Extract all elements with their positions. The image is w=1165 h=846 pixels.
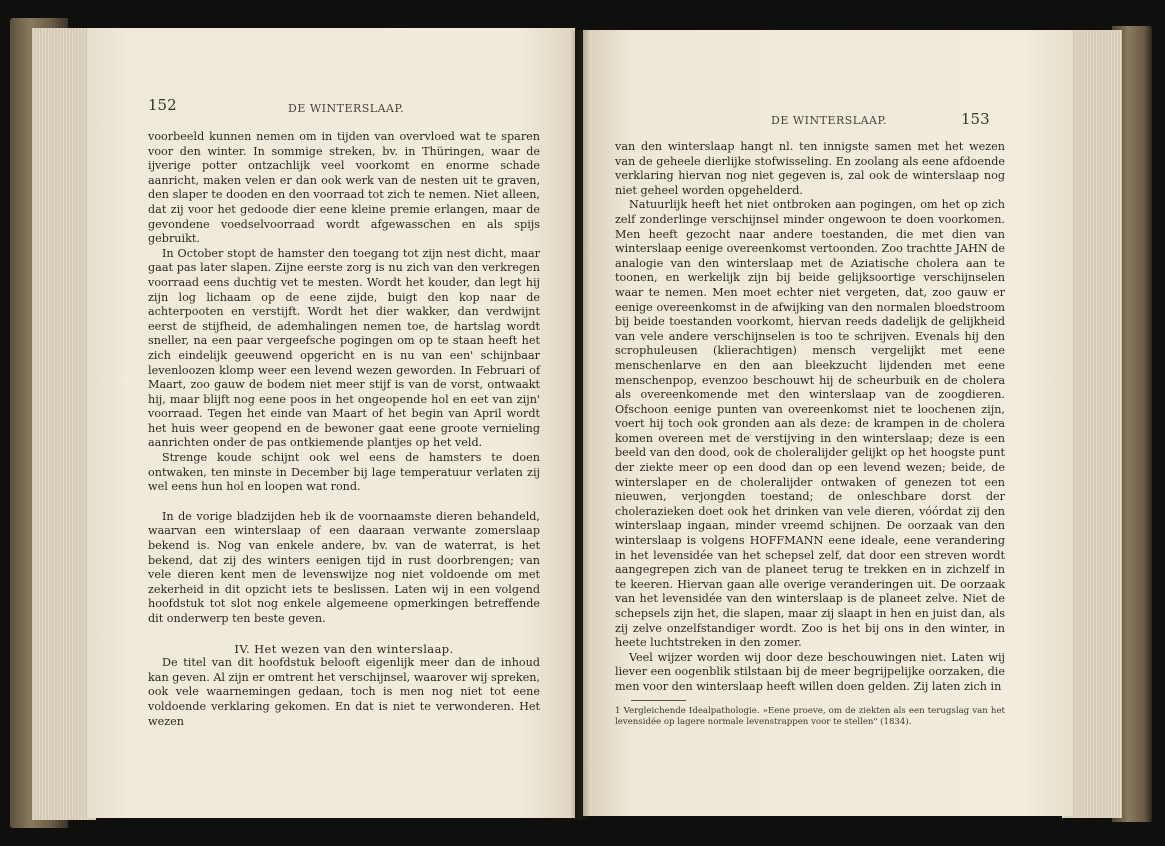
running-head: DE WINTERSLAAP. [771, 114, 888, 127]
right-page [583, 30, 1073, 816]
footnote: 1 Vergleichende Idealpathologie. »Eene proeve, om de ziekten als een terugslag van het levensidée op lagere normale levenstrappen voor te stellen" (1834). [615, 706, 1005, 727]
page-number: 152 [148, 96, 177, 114]
open-book [10, 18, 1152, 828]
running-head: DE WINTERSLAAP. [288, 102, 405, 115]
paragraph: Strenge koude schijnt ook wel eens de hamsters te doen ontwaken, ten minste in December bij lage temperatuur verlaten zij wel eens hun hol en loopen wat rond. [148, 451, 540, 494]
paragraph: voorbeeld kunnen nemen om in tijden van overvloed wat te sparen voor den winter. In sommige streken, bv. in Thüringen, waar de ijverige potter ontzachlijk veel voorkomt en enorme schade aanricht, maken velen er dan ook werk van de nesten uit te graven, den slaper te dooden en den voorraad tot zich te nemen. Niet alleen, dat zij voor het gedoode dier eene kleine premie erlangen, maar de gevondene voedselvoorraad wordt afgewasschen en als spijs gebruikt. [148, 130, 540, 246]
left-body-text [148, 130, 540, 729]
page-number: 153 [961, 110, 990, 128]
right-body-text [615, 140, 1005, 695]
paragraph: Natuurlijk heeft het niet ontbroken aan pogingen, om het op zich zelf zonderlinge verschijnsel minder ongewoon te doen voorkomen. Men heeft gezocht naar andere toestanden, die met dien van winterslaap eenige overeenkomst vertoonden. Zoo trachtte JAHN de analogie van den winterslaap met de Aziatische cholera aan te toonen, en werkelijk zijn bij beide gelijksoortige verschijnselen waar te nemen. Men moet echter niet vergeten, dat, zoo gauw er eenige overeenkomst in de afwijking van den normalen bloedstroom bij beide toestanden voorkomt, hiervan reeds dadelijk de gelijkheid van vele andere verschijnselen is too te schrijven. Evenals hij den scrophuleusen (klierachtigen) mensch vergelijkt met eene menschenlarve en den aan bleekzucht lijdenden met eene menschenpop, evenzoo beschouwt hij de scheurbuik en de cholera als overeenkomende met den winterslaap van de zoogdieren. Ofschoon eenige punten van overeenkomst niet te loochenen zijn, voert hij toch ook gronden aan als deze: de krampen in de cholera komen overeen met de verstijving in den winterslaap; deze is een beeld van den dood, ook de choleralijder gelijkt op het hoogste punt der ziekte meer op een dood dan op een levend wezen; beide, de winterslaper en de choleralijder ontwaken of genezen tot een nieuwen, verjongden toestand; de onleschbare dorst der cholerazieken doet ook het drinken van vele dieren, vóórdat zij den winterslaap ingaan, minder vreemd schijnen. De oorzaak van den winterslaap is volgens HOFFMANN eene ideale, eene verandering in het levensidée van het schepsel zelf, dat door een streven wordt aangegrepen zich van de planeet terug te trekken en in zichzelf in te keeren. Hiervan gaan alle overige veranderingen uit. De oorzaak van het levensidée van den winterslaap is de planeet zelve. Niet de schepsels zijn het, die slapen, maar zij slaapt in hen en juist dan, als zij zelve onzelfstandiger wordt. Zoo is het bij ons in den winter, in heete luchtstreken in den zomer. [615, 198, 1005, 650]
paragraph: In de vorige bladzijden heb ik de voornaamste dieren behandeld, waarvan een winterslaap of een daaraan verwante zomerslaap bekend is. Nog van enkele andere, bv. van de waterrat, is het bekend, dat zij des winters eenigen tijd in rust doorbrengen; van vele dieren kent men de levenswijze nog niet voldoende om met zekerheid in dit opzicht iets te beslissen. Laten wij in een volgend hoofdstuk tot slot nog enkele algemeene opmerkingen betreffende dit onderwerp ten beste geven. [148, 509, 540, 625]
book-gutter [570, 30, 590, 820]
page-edges-left [32, 28, 96, 820]
footnote-rule [631, 700, 686, 701]
paragraph: Veel wijzer worden wij door deze beschouwingen niet. Laten wij liever een oogenblik stilstaan bij de meer begrijpelijke oorzaken, die men voor den winterslaap heeft willen doen gelden. Zij laten zich in [615, 650, 1005, 693]
paragraph: De titel van dit hoofdstuk belooft eigenlijk meer dan de inhoud kan geven. Al zijn er omtrent het verschijnsel, waarover wij spreken, ook vele waarnemingen gedaan, toch is men nog niet tot eene voldoende verklaring gekomen. En dat is niet te verwonderen. Het wezen [148, 656, 540, 728]
paragraph: In October stopt de hamster den toegang tot zijn nest dicht, maar gaat pas later slapen. Zijne eerste zorg is nu zich van den verkregen voorraad eens duchtig vet te mesten. Wordt het kouder, dan legt hij zijn log lichaam op de eene zijde, buigt den kop naar de achterpooten en verstijft. Wordt het dier wakker, dan verdwijnt eerst de stijfheid, de ademhalingen nemen toe, de hartslag wordt sneller, na een paar vergeefsche pogingen om op te staan heeft het zich eindelijk geeuwend opgericht en is nu van een' schijnbaar levenloozen klomp weer een levend wezen geworden. In Februari of Maart, zoo gauw de bodem niet meer stijf is van de vorst, ontwaakt hij, maar blijft nog eene poos in het ongeopende hol en eet van zijn' voorraad. Tegen het einde van Maart of het begin van April wordt het huis weer geopend en de bewoner gaat eene groote vernieling aanrichten onder de pas ontkiemende plantjes op het veld. [148, 246, 540, 450]
paragraph: van den winterslaap hangt nl. ten innigste samen met het wezen van de geheele dierlijke stofwisseling. En zoolang als eene afdoende verklaring hiervan nog niet gegeven is, zal ook de winterslaap nog niet geheel worden opgehelderd. [615, 140, 1005, 197]
left-page [88, 28, 575, 818]
section-heading: IV. Het wezen van den winterslaap. [234, 641, 454, 656]
